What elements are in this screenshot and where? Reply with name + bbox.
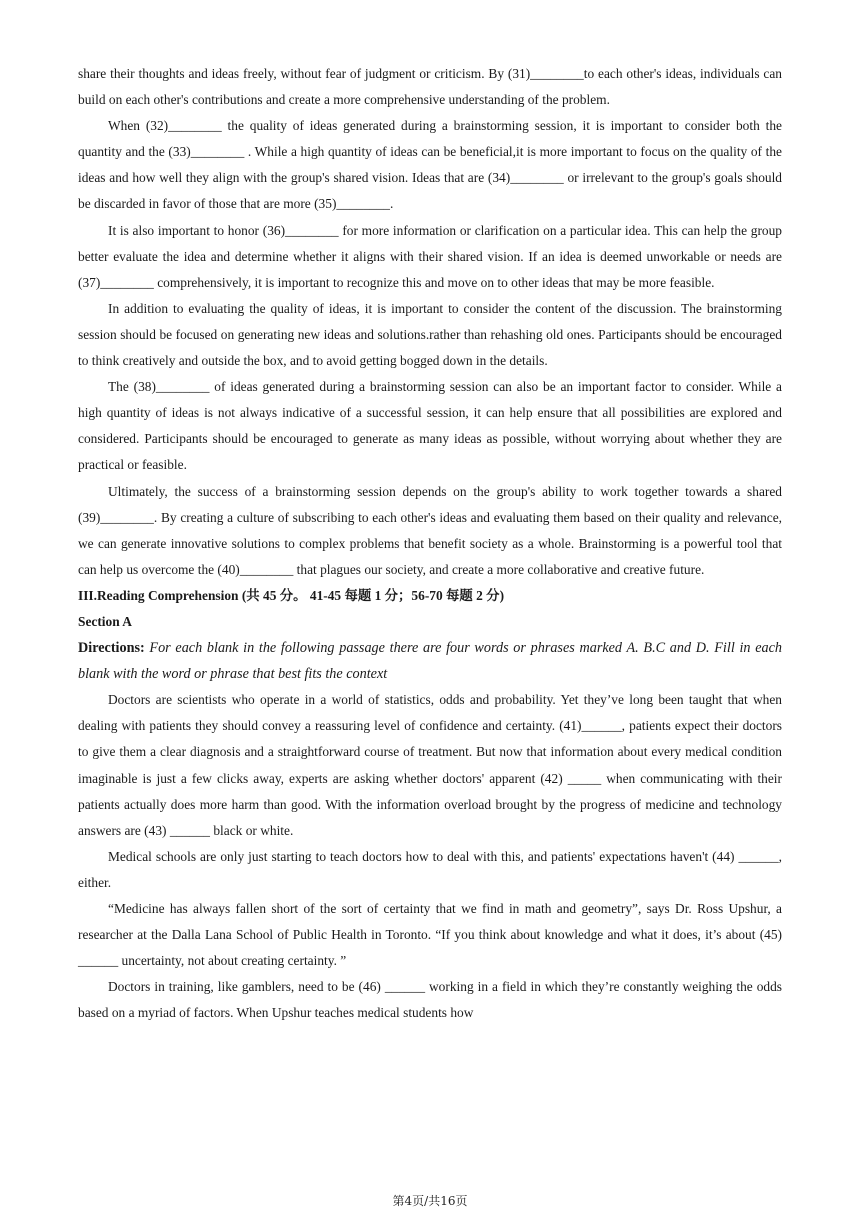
paragraph-38: The (38)________ of ideas generated during a brainstorming session can also be an important factor to consider. While a high quantity of ideas is not always indicative of a successful session, it can help ensure that all possibilities are explored and considered. Participants should be encouraged to generate as many ideas as possible, without worrying about whether they are practical or feasible. xyxy=(78,379,782,473)
paragraph-continuation: share their thoughts and ideas freely, without fear of judgment or criticism. By (31)________to each other's ideas, individuals can build on each other's contributions and create a more comprehensive understanding of the problem. xyxy=(78,66,782,108)
reading-paragraph-45: “Medicine has always fallen short of the sort of certainty that we find in math and geometry”, says Dr. Ross Upshur, a researcher at the Dalla Lana School of Public Health in Toronto. “If you think about knowledge and what it does, it’s about (45) ______ uncertainty, not about creating certainty. ” xyxy=(78,901,782,969)
paragraph-36-37: It is also important to honor (36)________ for more information or clarification on a particular idea. This can help the group better evaluate the idea and determine whether it aligns with their shared vision. If an idea is deemed unworkable or needs are (37)________ comprehensively, it is important to recognize this and move on to other ideas that may be more feasible. xyxy=(78,222,782,290)
paragraph-39-40: Ultimately, the success of a brainstorming session depends on the group's ability to work together towards a shared (39)________. By creating a culture of subscribing to each other's ideas and evaluating them based on their quality and relevance, we can generate innovative solutions to complex problems that benefit society as a whole. Brainstorming is a powerful tool that can help us overcome the (40)________ that plagues our society, and create a more collaborative and creative future. xyxy=(78,483,782,577)
reading-paragraph-44: Medical schools are only just starting to teach doctors how to deal with this, and patients' expectations haven't (44) ______, either. xyxy=(78,848,782,890)
section-heading: III.Reading Comprehension (共 45 分。 41-45 每题 1 分；56-70 每题 2 分) xyxy=(78,587,505,603)
directions xyxy=(78,635,782,687)
section-label: Section A xyxy=(78,613,132,629)
document-body xyxy=(78,61,782,1026)
reading-paragraph-41-43: Doctors are scientists who operate in a world of statistics, odds and probability. Yet they’ve long been taught that when dealing with patients they should convey a reassuring level of confidence and certainty. (41)______, patients expect their doctors to give them a clear diagnosis and a straightforward course of treatment. But now that information about every medical condition imaginable is just a few clicks away, experts are asking whether doctors' apparent (42) _____ when communicating with their patients actually does more harm than good. With the information overload brought by the progress of medicine and technology answers are (43) ______ black or white. xyxy=(78,692,782,838)
reading-paragraph-46: Doctors in training, like gamblers, need to be (46) ______ working in a field in which they’re constantly weighing the odds based on a myriad of factors. When Upshur teaches medical students how xyxy=(78,979,782,1021)
paragraph-32-35: When (32)________ the quality of ideas generated during a brainstorming session, it is important to consider both the quantity and the (33)________ . While a high quantity of ideas can be beneficial,it is more important to focus on the quality of the ideas and how well they align with the group's shared vision. Ideas that are (34)________ or irrelevant to the group's goals should be discarded in favor of those that are more (35)________. xyxy=(78,118,782,212)
directions-label: Directions: xyxy=(78,640,145,657)
paragraph-content: In addition to evaluating the quality of ideas, it is important to consider the content of the discussion. The brainstorming session should be focused on generating new ideas and solutions.rather than rehashing old ones. Participants should be encouraged to think creatively and outside the box, and to avoid getting bogged down in the details. xyxy=(78,300,782,369)
directions-text: For each blank in the following passage there are four words or phrases marked A. B.C and D. Fill in each blank with the word or phrase that best fits the context xyxy=(78,640,782,683)
page-number: 第4页/共16页 xyxy=(392,1194,468,1208)
